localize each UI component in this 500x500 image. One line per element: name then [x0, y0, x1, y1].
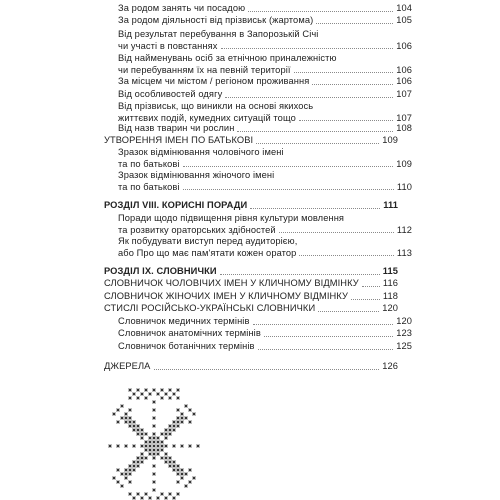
- toc-entry-title-line1: Від результат перебування в Запорозькій Січі: [118, 29, 319, 39]
- cross-stitch: [145, 389, 148, 392]
- cross-stitch: [177, 469, 180, 472]
- cross-stitch: [125, 417, 128, 420]
- cross-stitch: [177, 481, 180, 484]
- cross-stitch: [153, 453, 156, 456]
- cross-stitch: [137, 425, 140, 428]
- cross-stitch: [137, 389, 140, 392]
- cross-stitch: [157, 441, 160, 444]
- cross-stitch: [173, 461, 176, 464]
- dot-leader: [248, 10, 393, 12]
- cross-stitch: [177, 465, 180, 468]
- cross-stitch: [161, 449, 164, 452]
- toc-entry-title: чи перебуванням їх на певній території: [118, 64, 291, 75]
- cross-stitch: [153, 441, 156, 444]
- cross-stitch: [161, 389, 164, 392]
- toc-page-number: 109: [396, 158, 412, 169]
- cross-stitch: [153, 425, 156, 428]
- cross-stitch: [153, 449, 156, 452]
- cross-stitch: [129, 493, 132, 496]
- cross-stitch: [177, 421, 180, 424]
- toc-page-number: 120: [382, 303, 398, 313]
- toc-page-number: 107: [396, 112, 412, 123]
- cross-stitch: [157, 445, 160, 448]
- dot-leader: [220, 273, 380, 275]
- cross-stitch: [149, 497, 152, 500]
- cross-stitch: [133, 425, 136, 428]
- dot-leader: [318, 310, 379, 312]
- cross-stitch: [129, 473, 132, 476]
- cross-stitch: [133, 429, 136, 432]
- cross-stitch: [165, 393, 168, 396]
- cross-stitch: [125, 445, 128, 448]
- toc-entry[interactable]: [104, 361, 398, 373]
- cross-stitch: [141, 453, 144, 456]
- cross-stitch: [125, 413, 128, 416]
- cross-stitch: [165, 457, 168, 460]
- toc-entry-title: та по батькові: [118, 181, 180, 192]
- cross-stitch: [157, 449, 160, 452]
- toc-entry-title: та по батькові: [118, 158, 180, 169]
- cross-stitch: [165, 453, 168, 456]
- cross-stitch: [125, 473, 128, 476]
- cross-stitch: [173, 421, 176, 424]
- toc-entry[interactable]: [104, 303, 398, 315]
- cross-stitch: [177, 493, 180, 496]
- dot-leader: [299, 119, 393, 121]
- cross-stitch: [185, 405, 188, 408]
- toc-page-number: 120: [396, 316, 412, 326]
- cross-stitch: [129, 465, 132, 468]
- cross-stitch: [125, 477, 128, 480]
- dot-leader: [264, 335, 393, 337]
- toc-entry[interactable]: [104, 89, 412, 101]
- toc-page-number: 115: [382, 266, 398, 276]
- toc-entry[interactable]: [104, 278, 398, 290]
- toc-entry-title: За родом діяльності від прізвиськ (жартома): [118, 15, 314, 25]
- cross-stitch-pattern: [109, 389, 200, 500]
- toc-page-number: 106: [396, 76, 412, 86]
- cross-stitch: [153, 417, 156, 420]
- cross-stitch: [173, 445, 176, 448]
- cross-stitch: [133, 469, 136, 472]
- cross-stitch: [153, 409, 156, 412]
- cross-stitch: [133, 461, 136, 464]
- toc-entry-title: Словничок ботанічних термінів: [118, 341, 255, 351]
- cross-stitch: [173, 393, 176, 396]
- cross-stitch: [157, 437, 160, 440]
- toc-page-number: 123: [396, 328, 412, 338]
- toc-entry-title: Від назв тварин чи рослин: [118, 123, 235, 133]
- cross-stitch: [177, 425, 180, 428]
- toc-entry[interactable]: [104, 328, 412, 340]
- cross-stitch: [117, 409, 120, 412]
- toc-section-heading[interactable]: [104, 266, 398, 278]
- cross-stitch: [161, 493, 164, 496]
- toc-entry-title: За родом занять чи посадою: [118, 3, 246, 13]
- toc-entry-title-line1: Як побудувати виступ перед аудиторією,: [118, 236, 298, 246]
- cross-stitch: [169, 433, 172, 436]
- cross-stitch: [125, 469, 128, 472]
- toc-page-number: 118: [382, 291, 398, 301]
- cross-stitch: [165, 429, 168, 432]
- cross-stitch: [181, 477, 184, 480]
- dot-leader: [279, 231, 394, 233]
- dot-leader: [221, 47, 394, 49]
- cross-stitch: [169, 493, 172, 496]
- toc-entry[interactable]: [104, 53, 412, 76]
- cross-stitch: [161, 445, 164, 448]
- toc-entry[interactable]: [104, 213, 412, 236]
- cross-stitch: [133, 465, 136, 468]
- cross-stitch: [141, 461, 144, 464]
- cross-stitch: [129, 397, 132, 400]
- cross-stitch: [145, 457, 148, 460]
- cross-stitch: [181, 421, 184, 424]
- cross-stitch: [173, 425, 176, 428]
- cross-stitch: [149, 449, 152, 452]
- cross-stitch: [189, 409, 192, 412]
- cross-stitch: [121, 417, 124, 420]
- cross-stitch: [185, 485, 188, 488]
- toc-page-number: 109: [382, 135, 398, 145]
- cross-stitch: [177, 409, 180, 412]
- cross-stitch: [177, 417, 180, 420]
- cross-stitch: [165, 445, 168, 448]
- dot-leader: [154, 368, 380, 370]
- dot-leader: [237, 130, 393, 132]
- dot-leader: [253, 323, 394, 325]
- cross-stitch: [181, 417, 184, 420]
- toc-entry-title: Словничок анатомічних термінів: [118, 328, 261, 338]
- toc-entry[interactable]: [104, 15, 412, 27]
- toc-page-number: 126: [382, 361, 398, 371]
- toc-entry[interactable]: [104, 123, 412, 135]
- cross-stitch: [169, 457, 172, 460]
- toc-page-number: 107: [396, 89, 412, 99]
- cross-stitch: [141, 393, 144, 396]
- toc-page-number: 111: [383, 200, 398, 210]
- cross-stitch: [173, 469, 176, 472]
- toc-page-number: 110: [396, 181, 412, 192]
- cross-stitch: [173, 429, 176, 432]
- cross-stitch: [157, 497, 160, 500]
- cross-stitch: [153, 465, 156, 468]
- toc-entry-title-line1: Зразок відмінювання чоловічого імені: [118, 147, 284, 157]
- cross-stitch: [189, 445, 192, 448]
- cross-stitch: [169, 465, 172, 468]
- dot-leader: [312, 83, 393, 85]
- toc-entry-title: Від особливостей одягу: [118, 89, 223, 99]
- cross-stitch: [157, 453, 160, 456]
- cross-stitch: [141, 433, 144, 436]
- toc-entry[interactable]: [104, 316, 412, 328]
- cross-stitch: [145, 441, 148, 444]
- dot-leader: [258, 348, 394, 350]
- cross-stitch: [141, 445, 144, 448]
- cross-stitch: [129, 421, 132, 424]
- cross-stitch: [137, 493, 140, 496]
- cross-stitch: [189, 469, 192, 472]
- cross-stitch: [181, 469, 184, 472]
- cross-stitch: [141, 429, 144, 432]
- cross-stitch: [153, 401, 156, 404]
- cross-stitch: [133, 497, 136, 500]
- toc-page-number: 106: [396, 64, 412, 75]
- cross-stitch: [161, 441, 164, 444]
- embroidery-ornament: [104, 388, 204, 500]
- cross-stitch: [153, 433, 156, 436]
- cross-stitch: [109, 445, 112, 448]
- dot-leader: [362, 285, 380, 287]
- cross-stitch: [145, 397, 148, 400]
- dot-leader: [351, 298, 380, 300]
- toc-entry[interactable]: [104, 101, 412, 124]
- toc-entry-title: життєвих подій, кумедних ситуацій тощо: [118, 112, 296, 123]
- cross-stitch: [149, 445, 152, 448]
- cross-stitch: [145, 445, 148, 448]
- cross-stitch: [177, 473, 180, 476]
- cross-stitch: [137, 397, 140, 400]
- cross-stitch: [165, 497, 168, 500]
- cross-stitch: [141, 437, 144, 440]
- toc-entry[interactable]: [104, 236, 412, 259]
- dot-leader: [250, 207, 380, 209]
- cross-stitch: [161, 457, 164, 460]
- cross-stitch: [129, 469, 132, 472]
- cross-stitch: [137, 433, 140, 436]
- cross-stitch: [149, 437, 152, 440]
- toc-entry[interactable]: [104, 76, 412, 88]
- cross-stitch: [117, 481, 120, 484]
- cross-stitch: [149, 441, 152, 444]
- cross-stitch: [169, 429, 172, 432]
- cross-stitch: [129, 481, 132, 484]
- cross-stitch: [121, 405, 124, 408]
- cross-stitch: [161, 397, 164, 400]
- cross-stitch: [173, 465, 176, 468]
- cross-stitch: [117, 421, 120, 424]
- cross-stitch: [169, 389, 172, 392]
- cross-stitch: [193, 477, 196, 480]
- toc-entry-title: та розвитку ораторських здібностей: [118, 224, 276, 235]
- toc-entry-title-line1: Від прізвиськ, що виникли на основі якихось: [118, 101, 314, 111]
- cross-stitch: [153, 473, 156, 476]
- cross-stitch: [177, 397, 180, 400]
- toc-page-number: 116: [382, 278, 398, 288]
- cross-stitch: [137, 457, 140, 460]
- cross-stitch: [169, 461, 172, 464]
- cross-stitch: [185, 417, 188, 420]
- cross-stitch: [153, 445, 156, 448]
- cross-stitch: [133, 445, 136, 448]
- cross-stitch: [133, 393, 136, 396]
- cross-stitch: [181, 413, 184, 416]
- toc-entry[interactable]: [104, 3, 412, 15]
- toc-section-heading[interactable]: [104, 200, 398, 212]
- cross-stitch: [193, 413, 196, 416]
- cross-stitch: [145, 493, 148, 496]
- dot-leader: [294, 71, 394, 73]
- cross-stitch: [145, 449, 148, 452]
- toc-entry-title: СТИСЛІ РОСІЙСЬКО-УКРАЇНСЬКІ СЛОВНИЧКИ: [104, 303, 316, 313]
- cross-stitch: [121, 485, 124, 488]
- toc-entry[interactable]: [104, 341, 412, 353]
- toc-page-number: 113: [396, 247, 412, 258]
- cross-stitch: [129, 425, 132, 428]
- toc-entry-title: або Про що має пам'ятати кожен оратор: [118, 247, 297, 258]
- cross-stitch: [133, 421, 136, 424]
- cross-stitch: [169, 397, 172, 400]
- toc-page-number: 105: [396, 15, 412, 25]
- cross-stitch: [113, 413, 116, 416]
- cross-stitch: [189, 421, 192, 424]
- cross-stitch: [137, 465, 140, 468]
- toc-entry[interactable]: [104, 170, 412, 193]
- cross-stitch: [129, 409, 132, 412]
- cross-stitch: [117, 469, 120, 472]
- cross-stitch: [161, 433, 164, 436]
- cross-stitch: [165, 437, 168, 440]
- dot-leader: [225, 96, 393, 98]
- toc-entry-title: ДЖЕРЕЛА: [104, 361, 151, 371]
- toc-entry-title-line1: Від найменувань осіб за етнічною приналежністю: [118, 53, 337, 63]
- toc-entry-title-line1: Зразок відмінювання жіночого імені: [118, 170, 275, 180]
- cross-stitch: [165, 461, 168, 464]
- dot-leader: [183, 188, 394, 190]
- cross-stitch: [153, 489, 156, 492]
- toc-page-number: 104: [396, 3, 412, 13]
- cross-stitch: [181, 473, 184, 476]
- cross-stitch: [145, 433, 148, 436]
- toc-entry-title: СЛОВНИЧОК ЖІНОЧИХ ІМЕН У КЛИЧНОМУ ВІДМІНКУ: [104, 291, 348, 301]
- toc-entry-title-line1: Поради щодо підвищення рівня культури мовлення: [118, 213, 345, 223]
- cross-stitch: [169, 425, 172, 428]
- cross-stitch: [141, 497, 144, 500]
- cross-stitch: [189, 481, 192, 484]
- cross-stitch: [153, 481, 156, 484]
- cross-stitch: [165, 433, 168, 436]
- dot-leader: [183, 165, 394, 167]
- toc-page-number: 108: [396, 123, 412, 133]
- toc-entry-title: РОЗДІЛ VIII. КОРИСНІ ПОРАДИ: [104, 200, 248, 210]
- cross-stitch: [125, 421, 128, 424]
- toc-entry[interactable]: [104, 147, 412, 170]
- cross-stitch: [153, 457, 156, 460]
- dot-leader: [256, 142, 379, 144]
- cross-stitch: [141, 457, 144, 460]
- toc-entry-title: СЛОВНИЧОК ЧОЛОВІЧИХ ІМЕН У КЛИЧНОМУ ВІДМІНКУ: [104, 278, 359, 288]
- cross-stitch: [185, 473, 188, 476]
- cross-stitch: [149, 393, 152, 396]
- toc-page-number: 112: [396, 224, 412, 235]
- cross-stitch: [177, 389, 180, 392]
- dot-leader: [299, 254, 393, 256]
- toc-entry-title: За місцем чи містом / регіоном проживання: [118, 76, 310, 86]
- cross-stitch: [181, 445, 184, 448]
- cross-stitch: [113, 477, 116, 480]
- cross-stitch: [149, 453, 152, 456]
- toc-entry[interactable]: [104, 291, 398, 303]
- toc-entry-title: чи участі в повстаннях: [118, 40, 218, 51]
- toc-entry[interactable]: [104, 135, 398, 147]
- toc-entry[interactable]: [104, 29, 412, 52]
- cross-stitch: [137, 461, 140, 464]
- cross-stitch: [137, 429, 140, 432]
- cross-stitch: [153, 389, 156, 392]
- cross-stitch: [129, 389, 132, 392]
- cross-stitch: [153, 437, 156, 440]
- cross-stitch: [121, 473, 124, 476]
- toc-page-number: 106: [396, 40, 412, 51]
- toc-entry-title: Словничок медичних термінів: [118, 316, 250, 326]
- cross-stitch: [129, 417, 132, 420]
- toc-entry-title: РОЗДІЛ IX. СЛОВНИЧКИ: [104, 266, 217, 276]
- cross-stitch: [157, 393, 160, 396]
- cross-stitch: [197, 445, 200, 448]
- cross-stitch: [173, 497, 176, 500]
- toc-entry-title: УТВОРЕННЯ ІМЕН ПО БАТЬКОВІ: [104, 135, 254, 145]
- toc-page-number: 125: [396, 341, 412, 351]
- dot-leader: [316, 22, 393, 24]
- cross-stitch: [117, 445, 120, 448]
